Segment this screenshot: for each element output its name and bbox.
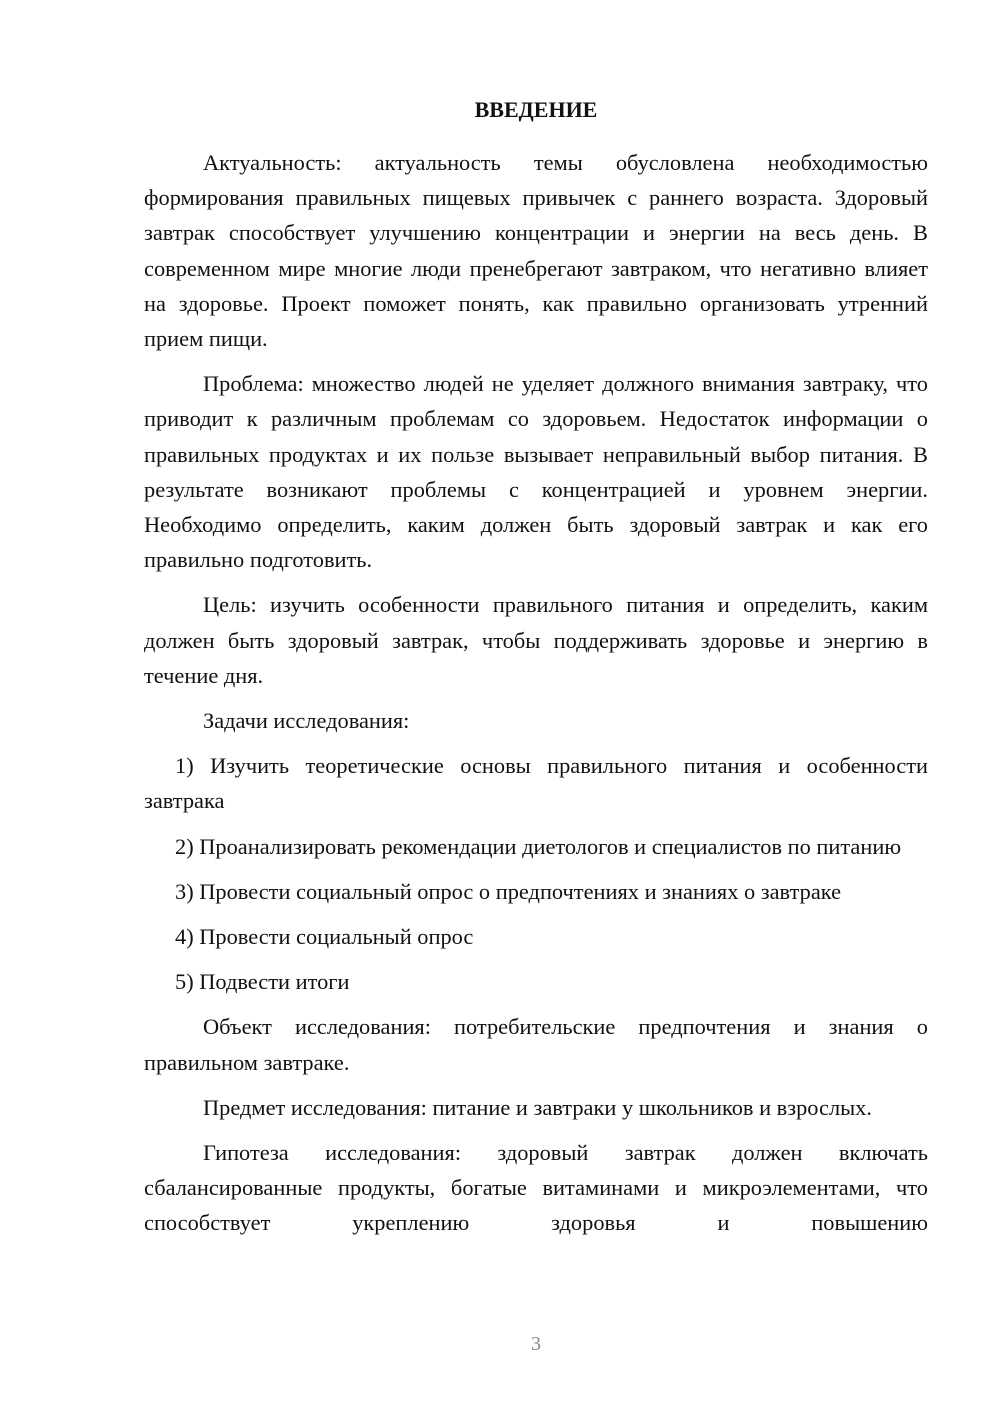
task-item-4: 4) Провести социальный опрос [175, 924, 474, 950]
task-item-3: 3) Провести социальный опрос о предпочтениях и знаниях о завтраке [175, 878, 842, 904]
paragraph-object: Объект исследования: потребительские предпочтения и знания о правильном завтраке. [144, 1014, 928, 1075]
page-number: 3 [531, 1333, 541, 1355]
section-heading: ВВЕДЕНИЕ [474, 97, 598, 122]
paragraph-relevance: Актуальность: актуальность темы обусловлена необходимостью формирования правильных пищевых привычек с раннего возраста. Здоровый завтрак способствует улучшению концентрации и энергии на весь день. В современном мире многие люди пренебрегают завтраком, что негативно влияет на здоровье. Проект поможет понять, как правильно организовать утренний прием пищи. [144, 150, 928, 352]
paragraph-hypothesis: Гипотеза исследования: здоровый завтрак должен включать сбалансированные продукты, богатые витаминами и микроэлементами, что способствует укреплению здоровья и повышению [144, 1140, 928, 1236]
paragraph-goal: Цель: изучить особенности правильного питания и определить, каким должен быть здоровый завтрак, чтобы поддерживать здоровье и энергию в течение дня. [144, 592, 928, 688]
tasks-title: Задачи исследования: [203, 708, 410, 734]
paragraph-subject: Предмет исследования: питание и завтраки у школьников и взрослых. [203, 1094, 872, 1120]
document-page [144, 92, 928, 1241]
task-item-1: 1) Изучить теоретические основы правильного питания и особенности завтрака [144, 753, 928, 814]
paragraph-problem: Проблема: множество людей не уделяет должного внимания завтраку, что приводит к различным проблемам со здоровьем. Недостаток информации о правильных продуктах и их пользе вызывает неправильный выбор питания. В результате возникают проблемы с концентрацией и уровнем энергии. Необходимо определить, каким должен быть здоровый завтрак и как его правильно подготовить. [144, 371, 928, 573]
task-item-5: 5) Подвести итоги [175, 969, 350, 995]
task-item-2: 2) Проанализировать рекомендации диетологов и специалистов по питанию [175, 833, 902, 859]
